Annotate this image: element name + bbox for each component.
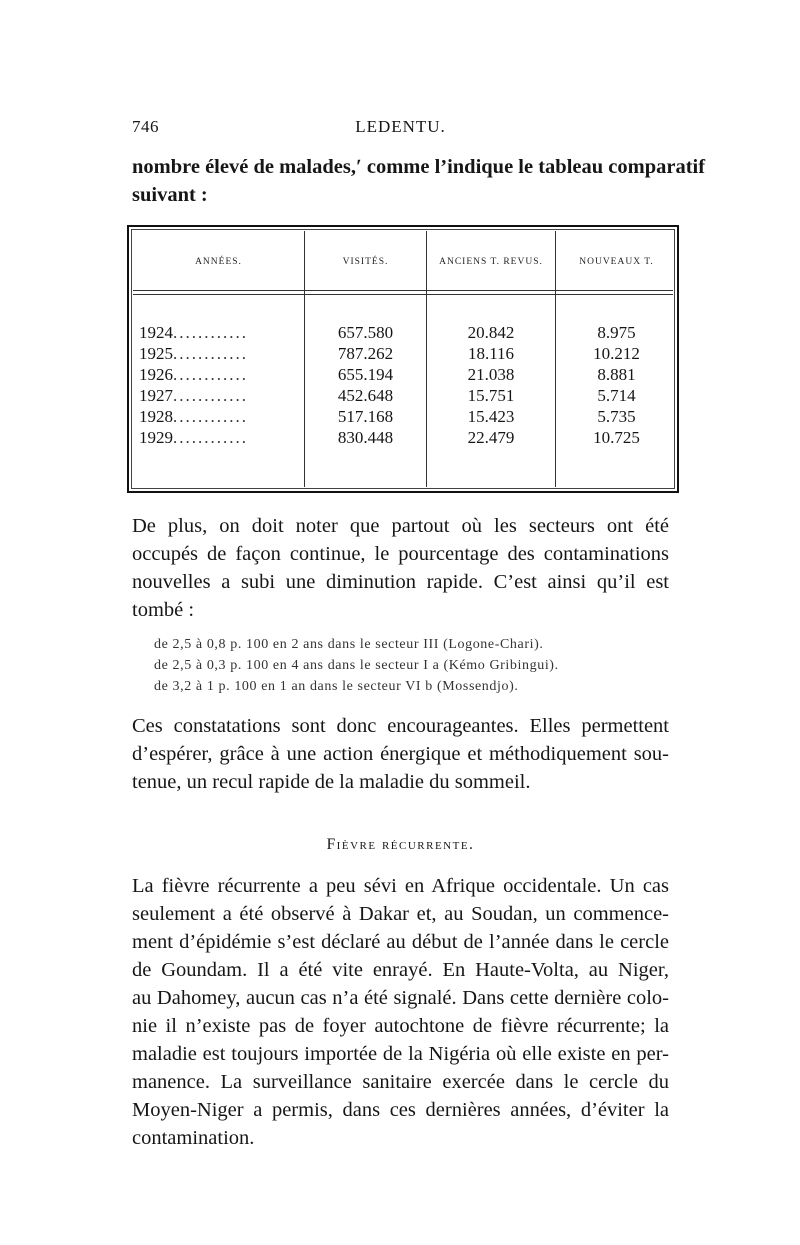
text-line: Ces constatations sont donc encourageantes. Elles permettent [132,715,669,737]
text-line: de Goundam. Il a été vite enrayé. En Haute-Volta, au Niger, [132,959,669,981]
text-line: nombre élevé de malades,ʹ comme l’indique le tableau comparatif [132,156,706,178]
year-cell: 1926............ [139,365,248,384]
text-line: nie il n’existe pas de foyer autochtone de fièvre récurrente; la [132,1015,669,1037]
text-line: nouvelles a subi une diminution rapide. C’est ainsi qu’il est [132,571,669,593]
table-row [129,407,677,428]
paragraph-constatations [132,712,669,796]
text-line: d’espérer, grâce à une action énergique et méthodiquement sou- [132,743,669,765]
text-line: tombé : [132,599,195,621]
column-header-nouveaux: NOUVEAUX T. [579,257,654,267]
year-cell: 1927............ [139,386,248,405]
visites-cell: 657.580 [337,323,394,342]
year-cell: 1925............ [139,344,248,363]
text-line: contamination. [132,1127,255,1149]
visites-cell: 452.648 [337,386,394,405]
nouveaux-cell: 8.881 [597,365,636,384]
visites-cell: 830.448 [337,428,394,447]
text-line: ment d’épidémie s’est déclaré au début de l’année dans le cercle [132,931,669,953]
table-row [129,428,677,449]
text-line: au Dahomey, aucun cas n’a été signalé. Dans cette dernière colo- [132,987,669,1009]
running-head: LEDENTU. [355,117,446,136]
nouveaux-cell: 10.725 [593,428,640,447]
paragraph-fievre [132,872,669,1152]
text-line: tenue, un recul rapide de la maladie du sommeil. [132,771,531,793]
nouveaux-cell: 10.212 [593,344,640,363]
intro-paragraph [132,153,706,209]
nouveaux-cell: 5.714 [597,386,636,405]
header-rule [133,290,673,291]
table-row [129,344,677,365]
statistics-list [154,634,669,697]
nouveaux-cell: 8.975 [597,323,636,342]
table-row [129,365,677,386]
text-line: occupés de façon continue, le pourcentage des contaminations [132,543,669,565]
text-line: La fièvre récurrente a peu sévi en Afrique occidentale. Un cas [132,875,669,897]
anciens-cell: 20.842 [467,323,515,342]
text-line: De plus, on doit noter que partout où les secteurs ont été [132,515,669,537]
nouveaux-cell: 5.735 [597,407,636,426]
column-header-annees: ANNÉES. [195,257,242,267]
table-row [129,323,677,344]
year-cell: 1924............ [139,323,248,342]
year-cell: 1928............ [139,407,248,426]
section-title: Fièvre récurrente. [326,836,475,853]
visites-cell: 517.168 [337,407,394,426]
column-header-visites: VISITÉS. [342,257,389,267]
statistic-line: de 2,5 à 0,3 p. 100 en 4 ans dans le secteur I a (Kémo Gribingui). [154,658,559,673]
visites-cell: 787.262 [337,344,394,363]
anciens-cell: 21.038 [467,365,515,384]
paragraph-contaminations [132,512,669,624]
anciens-cell: 15.423 [467,407,515,426]
statistic-line: de 2,5 à 0,8 p. 100 en 2 ans dans le secteur III (Logone-Chari). [154,637,544,652]
text-line: suivant : [132,184,208,206]
text-line: Moyen-Niger a permis, dans ces dernières années, d’éviter la [132,1099,669,1121]
text-line: seulement a été observé à Dakar et, au Soudan, un commence- [132,903,669,925]
page-number: 746 [132,117,159,136]
comparative-table [127,225,679,493]
text-line: manence. La surveillance sanitaire exercée dans le cercle du [132,1071,669,1093]
year-cell: 1929............ [139,428,248,447]
anciens-cell: 18.116 [467,344,515,363]
anciens-cell: 15.751 [467,386,515,405]
text-line: maladie est toujours importée de la Nigéria où elle existe en per- [132,1043,669,1065]
page-header [132,117,669,141]
column-header-anciens: ANCIENS T. REVUS. [439,257,543,267]
table-row [129,386,677,407]
anciens-cell: 22.479 [467,428,515,447]
header-rule [133,294,673,295]
statistic-line: de 3,2 à 1 p. 100 en 1 an dans le secteur VI b (Mossendjo). [154,679,519,694]
table-body [129,323,677,449]
visites-cell: 655.194 [337,365,394,384]
